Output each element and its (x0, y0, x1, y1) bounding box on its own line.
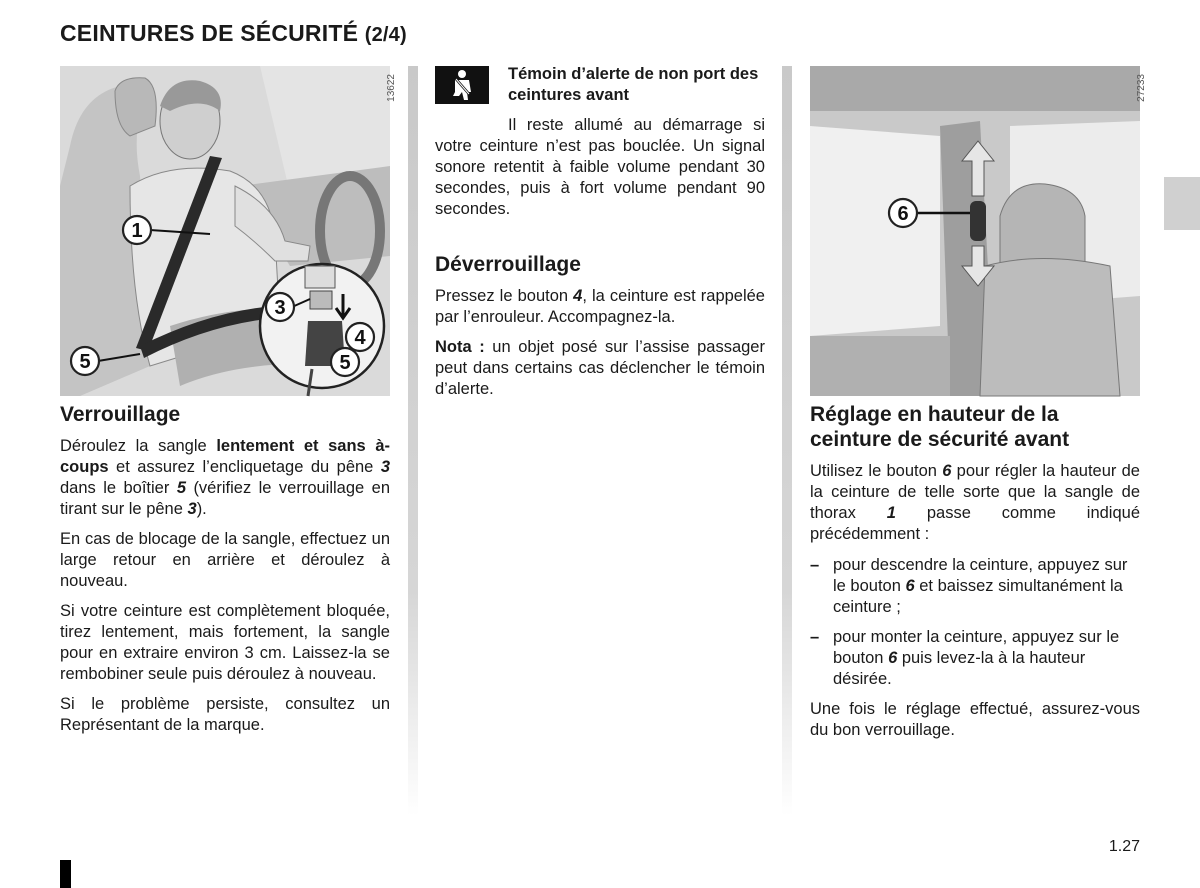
page-title (60, 20, 407, 47)
text: et assurez l’encliquetage du pêne (108, 458, 381, 476)
text: pour monter la ceinture, appuyez sur le bouton (833, 628, 1120, 667)
svg-text:6: 6 (897, 203, 909, 225)
section-tab (1164, 177, 1200, 230)
list-item (810, 555, 1140, 618)
text: Utilisez le bouton (810, 462, 943, 480)
callout-5b (71, 347, 99, 375)
paragraph: Une fois le réglage effectué, assurez-vous du bon verrouillage. (810, 700, 1140, 739)
ref-number: 5 (176, 479, 186, 497)
text: et baissez simultanément la ceinture ; (833, 577, 1123, 616)
paragraph (435, 286, 765, 328)
column-divider-1 (408, 66, 418, 816)
paragraph (810, 461, 1140, 545)
instruction-list (810, 555, 1140, 690)
svg-text:3: 3 (274, 297, 286, 319)
heading-deverrouillage: Déverrouillage (435, 253, 581, 276)
text: passe comme indiqué précédemment : (810, 504, 1140, 543)
paragraph: Si le problème persiste, consultez un Représentant de la marque. (60, 695, 390, 734)
heading-reglage: Réglage en hauteur de la ceinture de sécurité avant (810, 403, 1070, 451)
text: Déroulez la sangle (60, 437, 217, 455)
figure-code: 13622 (386, 74, 397, 102)
callout-3 (266, 293, 294, 321)
figure-code: 27233 (1136, 74, 1147, 102)
text: , la ceinture est rappelée par l’enrouleur. Accompagnez-la. (435, 287, 765, 326)
section-temoin (435, 64, 765, 220)
svg-text:1: 1 (131, 220, 143, 242)
paragraph: Il reste allumé au démarrage si votre ceinture n’est pas bouclée. Un signal sonore retentit à faible volume pendant 30 secondes, puis à fort volume pendant 90 secondes. (435, 116, 765, 218)
text-bold: lentement et sans à-coups (60, 437, 391, 476)
svg-text:5: 5 (79, 351, 91, 373)
figure-height-adjust (810, 66, 1147, 396)
seatbelt-driver-illustration (60, 66, 390, 396)
text: un objet posé sur l’assise passager peut dans certains cas déclencher le témoin d’alerte. (435, 338, 765, 398)
paragraph: En cas de blocage de la sangle, effectuez un large retour en arrière et déroulez à nouveau. (60, 530, 390, 590)
ref-number: 4 (573, 287, 583, 305)
text: dans le boîtier (60, 479, 177, 497)
section-reglage (810, 402, 1140, 741)
svg-text:5: 5 (339, 352, 351, 374)
text: pour régler la hauteur de la ceinture de telle sorte que la sangle de thorax (810, 462, 1140, 522)
ref-number: 3 (380, 458, 390, 476)
heading-temoin: Témoin d’alerte de non port des ceintures avant (508, 65, 759, 104)
ref-number: 6 (888, 649, 898, 667)
text: pour descendre la ceinture, appuyez sur le bouton (833, 556, 1128, 595)
footer-mark (60, 860, 71, 888)
seatbelt-warning-icon (435, 66, 489, 104)
ref-number: 1 (886, 504, 896, 522)
section-verrouillage (60, 402, 390, 736)
paragraph: Si votre ceinture est complètement bloquée, tirez lentement, mais fortement, la sangle pour en extraire environ 3 cm. Laissez-la se rembobiner seule puis déroulez à nouveau. (60, 602, 390, 683)
ref-number: 6 (942, 462, 952, 480)
title-part: (2/4) (364, 24, 407, 46)
callout-1 (123, 216, 151, 244)
paragraph-nota (435, 337, 765, 400)
heading-verrouillage: Verrouillage (60, 403, 181, 426)
ref-number: 3 (187, 500, 197, 518)
title-text: CEINTURES DE SÉCURITÉ (60, 20, 359, 46)
text: puis levez-la à la hauteur désirée. (833, 649, 1086, 688)
figure-seatbelt-driver (60, 66, 397, 396)
ref-number: 6 (905, 577, 915, 595)
callout-6 (889, 199, 917, 227)
page-number: 1.27 (1108, 838, 1140, 855)
text: Pressez le bouton (435, 287, 574, 305)
paragraph (60, 436, 390, 520)
text: (vérifiez le verrouillage en tirant sur le pêne (60, 479, 391, 518)
column-divider-2 (782, 66, 792, 816)
height-adjust-illustration (810, 66, 1140, 396)
section-deverrouillage (435, 252, 765, 400)
svg-text:4: 4 (354, 327, 366, 349)
callout-5a (331, 348, 359, 376)
list-item (810, 627, 1140, 690)
text: ). (196, 500, 207, 518)
nota-label: Nota : (435, 338, 485, 356)
callout-4 (346, 323, 374, 351)
